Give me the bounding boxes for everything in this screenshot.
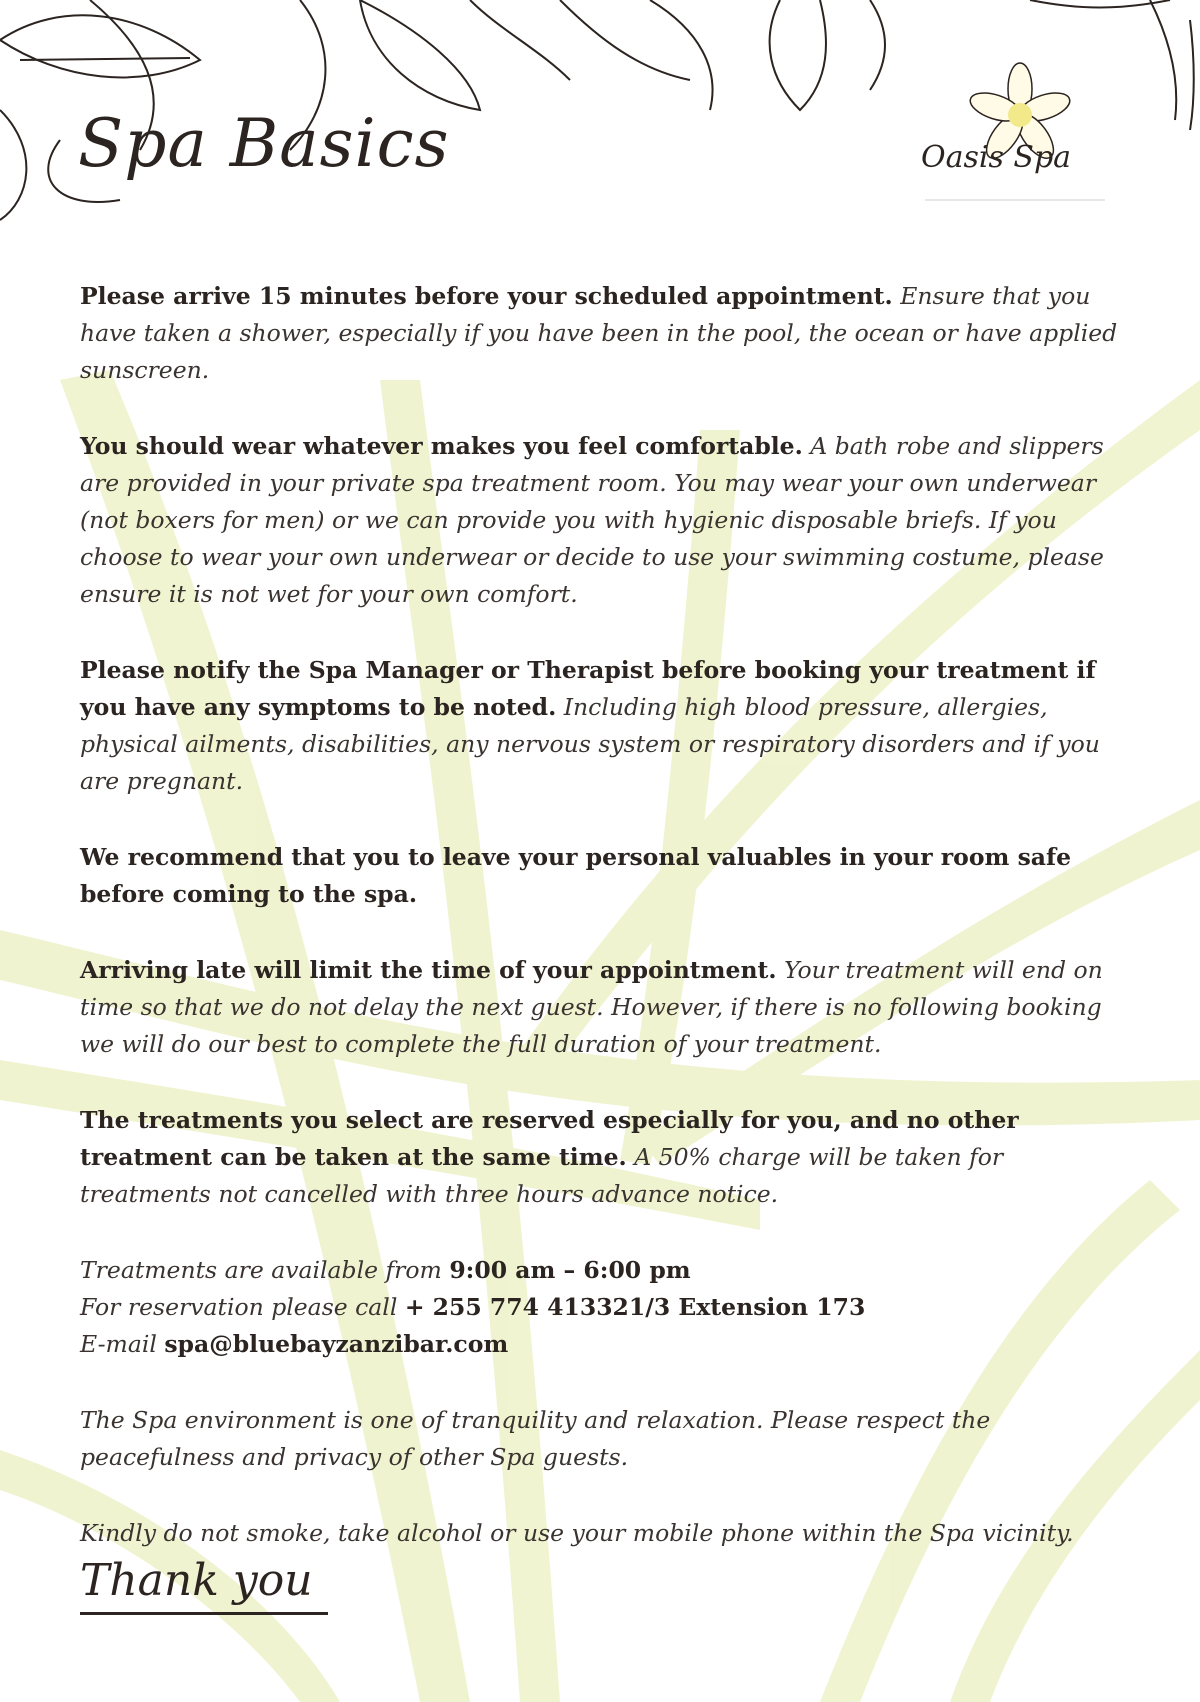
spa-basics-content [80,278,1125,1591]
paragraph-italic-text: Including high blood pressure, allergies, physical ailments, disabilities, any nervous system or respiratory disorders and if you are pregnant. [80,693,1100,795]
paragraph-italic-text: A bath robe and slippers are provided in your private spa treatment room. You may wear your own underwear (not boxers for men) or we can provide you with hygienic disposable briefs. If you choose to wear your own underwear or decide to use your swimming costume, please ensure it is not wet for your own comfort. [80,432,1104,608]
paragraph-bold-text: We recommend that you to leave your personal valuables in your room safe before coming to the spa. [80,843,1072,908]
hours-label: Treatments are available from [80,1256,450,1284]
email-value[interactable]: spa@bluebayzanzibar.com [164,1330,509,1358]
paragraph-italic-text: Ensure that you have taken a shower, especially if you have been in the pool, the ocean or have applied sunscreen. [80,282,1118,384]
hours-value: 9:00 am – 6:00 pm [449,1256,691,1284]
thank-you-signoff: Thank you [80,1555,313,1606]
closing-tranquility: The Spa environment is one of tranquility and relaxation. Please respect the peacefulness and privacy of other Spa guests. [80,1406,991,1471]
paragraph-italic-text: Your treatment will end on time so that we do not delay the next guest. However, if there is no following booking we will do our best to complete the full duration of your treatment. [80,956,1103,1058]
logo-text: Oasis Spa [921,140,1072,175]
paragraph-cancellation [80,1102,1125,1213]
paragraph-bold-text: Arriving late will limit the time of your appointment. [80,956,777,984]
frangipani-flower-icon [905,60,1125,210]
paragraph-attire [80,428,1125,613]
phone-line [80,1289,1125,1326]
phone-label: For reservation please call [80,1293,405,1321]
paragraph-bold-text: Please notify the Spa Manager or Therapist before booking your treatment if you have any symptoms to be noted. [80,656,1096,721]
paragraph-late-arrival [80,952,1125,1063]
email-line [80,1326,1125,1363]
email-label: E-mail [80,1330,165,1358]
contact-info [80,1252,1125,1363]
paragraph-valuables [80,839,1125,913]
closing-no-smoking: Kindly do not smoke, take alcohol or use your mobile phone within the Spa vicinity. [80,1519,1074,1547]
paragraph-bold-text: You should wear whatever makes you feel comfortable. [80,432,803,460]
oasis-spa-logo [905,60,1125,210]
paragraph-arrival [80,278,1125,389]
page-title: Spa Basics [78,105,450,182]
paragraph-bold-text: The treatments you select are reserved especially for you, and no other treatment can be taken at the same time. [80,1106,1019,1171]
paragraph-italic-text: A 50% charge will be taken for treatments not cancelled with three hours advance notice. [80,1143,1004,1208]
hours-line [80,1252,1125,1289]
signoff-underline [80,1612,328,1615]
paragraph-bold-text: Please arrive 15 minutes before your scheduled appointment. [80,282,893,310]
paragraph-health [80,652,1125,800]
phone-value[interactable]: + 255 774 413321/3 Extension 173 [404,1293,866,1321]
